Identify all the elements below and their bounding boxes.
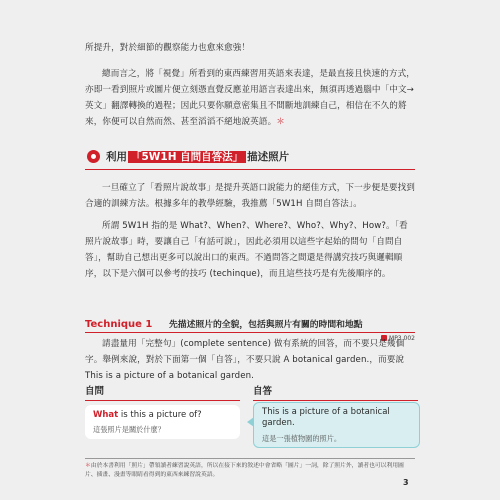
mp3-label: MP3 002 <box>389 335 415 342</box>
technique-title: 先描述照片的全貌，包括與照片有關的時間和地點 <box>169 320 363 330</box>
footnote-star: ＊ <box>85 463 91 469</box>
footnote-text: 由於本書利用「照片」帶領讀者練習說英語，所以在接下來的敘述中會省略「圖片」一詞，除了照片外，讀者也可以利用圖片、插畫、漫畫等眼睛看得到的東西來練習說英語。 <box>85 463 404 478</box>
page-number: 3 <box>403 478 409 487</box>
heading-prefix: 利用 <box>106 151 127 163</box>
ask-label: 自問 <box>85 386 105 397</box>
technique-label: Technique 1 <box>85 319 153 330</box>
technique-header <box>85 318 415 342</box>
question-bubble <box>85 405 240 439</box>
answer-translation: 這是一張植物園的照片。 <box>262 434 342 443</box>
heading-highlight: 「5W1H 自問自答法」 <box>128 151 246 163</box>
question-rest: is this a picture of? <box>118 410 202 420</box>
question-text <box>93 409 202 421</box>
answer-label: 自答 <box>253 386 273 397</box>
paragraph-complete-sentence: 請盡量用「完整句」(complete sentence) 做有系統的回答，而不要只是幾個字。舉例來說，對於下面第一個「自答」，不要只說 A botanical garden.，而要說 This is a picture of a botanical garden. <box>85 339 405 381</box>
question-translation: 這張照片是關於什麼？ <box>93 425 165 434</box>
technique-divider <box>85 332 415 333</box>
footnote-marker: ＊ <box>276 117 285 127</box>
footnote <box>85 462 415 480</box>
question-keyword: What <box>93 410 119 420</box>
answer-divider <box>253 400 418 401</box>
ask-divider <box>85 400 240 401</box>
bullet-circle-icon <box>87 150 100 163</box>
answer-text: This is a picture of a botanical garden. <box>262 407 390 428</box>
heading-suffix: 描述照片 <box>247 151 290 163</box>
bubble-tail <box>247 417 254 427</box>
paragraph-method: 一旦確立了「看照片說故事」是提升英語口說能力的絕佳方式，下一步便是要找到合適的訓練方法。根據多年的教學經驗，我推薦「5W1H 自問自答法」。 <box>85 183 415 209</box>
answer-bubble <box>253 402 420 448</box>
section-heading <box>85 148 415 170</box>
paragraph-intro: 所提升，對於細節的觀察能力也愈來愈強！ <box>85 43 251 53</box>
section-heading-text <box>106 149 289 165</box>
footnote-divider <box>85 458 415 459</box>
paragraph-5w1h: 所謂 5W1H 指的是 What?、When?、Where?、Who?、Why?、How?。「看照片說故事」時，要讓自己「有話可說」，因此必須用以這些字起始的問句「自問自答」，幫助自己想出更多可以說出口的東西。不過問答之間還是得講究技巧與邏輯順序，以下是六個可以參考的技巧 (techinque)，而且這些技巧是有先後順序的。 <box>85 221 408 279</box>
paragraph-summary-text: 總而言之，將「視覺」所看到的東西練習用英語來表達，是最直接且快速的方式，亦即一看到照片或圖片便立刻憑直覺反應並用語言表達出來，無須再透過腦中「中文→英文」翻譯轉換的過程；因此只要你願意密集且不間斷地訓練自己，相信在不久的將來，你便可以自然而然、甚至滔滔不絕地說英語。 <box>85 69 415 127</box>
paragraph-summary <box>85 66 415 130</box>
